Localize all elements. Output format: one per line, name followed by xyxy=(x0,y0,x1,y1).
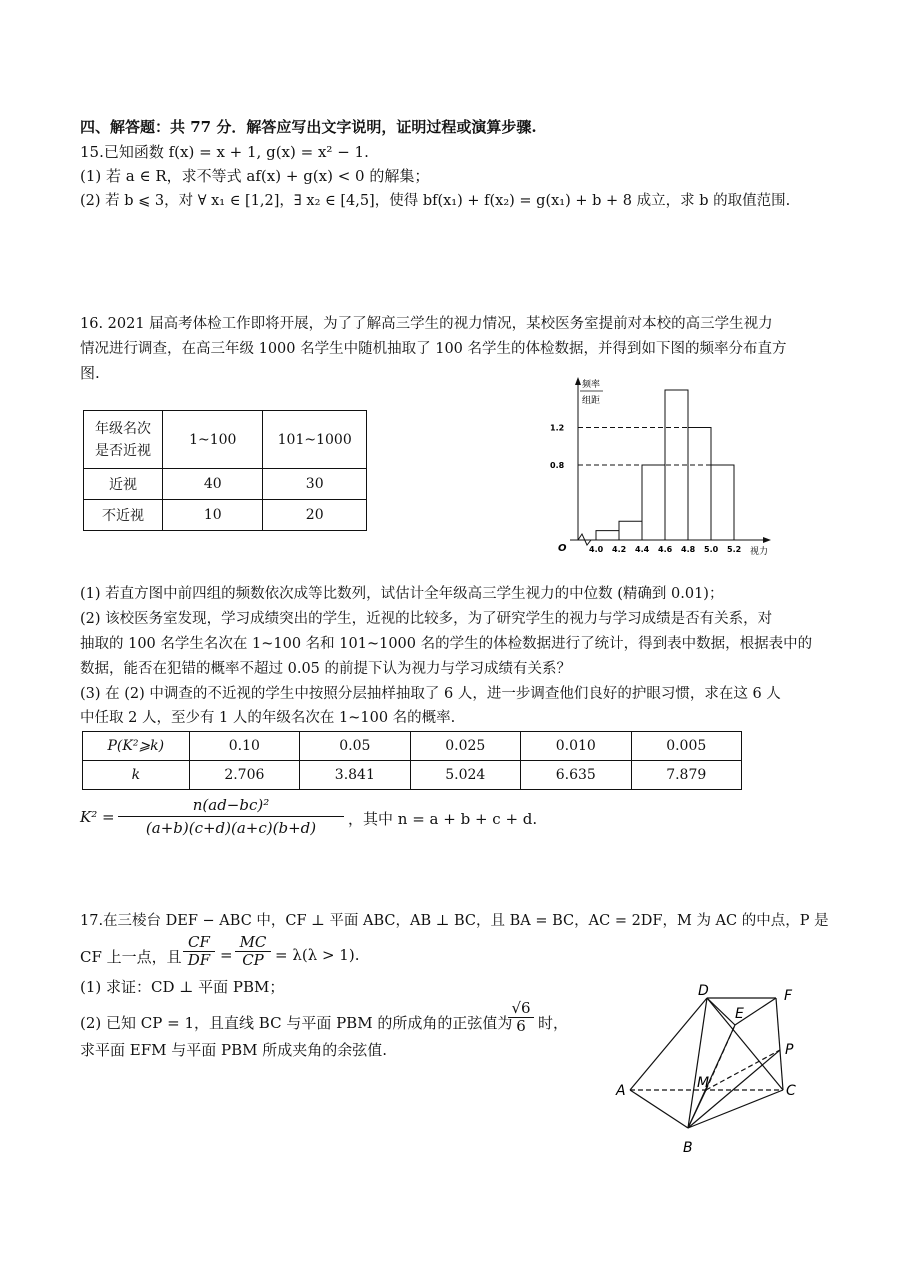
label-D: D xyxy=(698,983,709,999)
q17-frac2 xyxy=(235,934,271,969)
q16-part3-a: (3) 在 (2) 中调查的不近视的学生中按照分层抽样抽取了 6 人，进一步调查他们良好的护眼习惯，求在这 6 人 xyxy=(80,686,781,702)
q17-part2 xyxy=(80,999,569,1044)
k-table-p-3: 0.010 xyxy=(521,732,631,761)
q16-part3-b: 中任取 2 人，至少有 1 人的年级名次在 1~100 名的概率. xyxy=(80,710,456,726)
y-tick-label: 1.2 xyxy=(550,423,565,433)
label-P: P xyxy=(785,1042,794,1058)
histogram-bar xyxy=(688,428,711,541)
k-table-p-4: 0.005 xyxy=(631,732,742,761)
formula-fraction xyxy=(118,796,344,837)
frac2-num: MC xyxy=(239,933,267,951)
q17-frac3 xyxy=(508,1000,534,1035)
x-tick-label: 5.0 xyxy=(704,545,719,554)
frac3-num: √6 xyxy=(511,999,531,1017)
k-table-row2-label: k xyxy=(83,761,190,790)
q16-line3: 图. xyxy=(80,364,100,382)
label-A: A xyxy=(616,1083,626,1099)
histogram-bar xyxy=(711,465,734,540)
q17-line2 xyxy=(80,934,500,976)
x-tick-label: 4.0 xyxy=(589,545,604,554)
q15-part1: (1) 若 a ∈ R，求不等式 af(x) + g(x) < 0 的解集； xyxy=(80,167,430,185)
header-line2: 是否近视 xyxy=(95,442,152,459)
table-header-cell xyxy=(84,411,163,469)
col-101-1000: 101~1000 xyxy=(263,411,367,469)
k-table-k-4: 7.879 xyxy=(631,761,742,790)
formula-tail: ，其中 n = a + b + c + d. xyxy=(348,810,538,828)
col-1-100: 1~100 xyxy=(163,411,263,469)
x-axis-label: 视力 xyxy=(750,547,769,557)
formula-denominator: (a+b)(c+d)(a+c)(b+d) xyxy=(145,819,317,837)
formula-lhs: K² = xyxy=(80,808,115,826)
k-table-p-2: 0.025 xyxy=(410,732,520,761)
q16-line1: 16. 2021 届高考体检工作即将开展，为了了解高三学生的视力情况，某校医务室提前对本校的高三学生视力 xyxy=(80,316,773,332)
q16-line2: 情况进行调查，在高三年级 1000 名学生中随机抽取了 100 名学生的体检数据，并得到如下图的频率分布直方 xyxy=(80,341,787,357)
cell-myopia-2: 30 xyxy=(263,469,367,500)
contingency-table xyxy=(83,410,367,531)
k-table-k-2: 5.024 xyxy=(410,761,520,790)
x-tick-label: 4.6 xyxy=(658,545,673,554)
cell-non-myopia-1: 10 xyxy=(163,500,263,531)
section-heading: 四、解答题：共 77 分．解答应写出文字说明，证明过程或演算步骤. xyxy=(80,118,537,136)
q17-eq: = xyxy=(220,946,233,964)
x-axis-arrow xyxy=(763,537,771,543)
frac1-num: CF xyxy=(188,933,210,951)
critical-value-table xyxy=(82,731,742,790)
q17-part2-c: 求平面 EFM 与平面 PBM 所成夹角的余弦值. xyxy=(80,1041,388,1059)
x-tick-label: 4.4 xyxy=(635,545,650,554)
q15-part2: (2) 若 b ⩽ 3，对 ∀ x₁ ∈ [1,2]，∃ x₂ ∈ [4,5]，使得 bf(x₁) + f(x₂) = g(x₁) + b + 8 成立，求 b 的取值范围. xyxy=(80,193,791,209)
label-C: C xyxy=(786,1083,796,1099)
q17-line2-b: = λ(λ > 1). xyxy=(275,946,360,964)
x-tick-label: 4.2 xyxy=(612,545,627,554)
frac3-den: 6 xyxy=(516,1017,526,1035)
cell-non-myopia-2: 20 xyxy=(263,500,367,531)
q17-frac1 xyxy=(183,934,215,969)
q17-part1: (1) 求证：CD ⊥ 平面 PBM； xyxy=(80,978,285,996)
q16-part2-b: 抽取的 100 名学生名次在 1~100 名和 101~1000 名的学生的体检数据进行了统计，得到表中数据，根据表中的 xyxy=(80,636,813,652)
q16-part2-a: (2) 该校医务室发现，学习成绩突出的学生，近视的比较多，为了研究学生的视力与学习成绩是否有关系，对 xyxy=(80,611,773,627)
k-table-k-0: 2.706 xyxy=(189,761,299,790)
q17-line2-a: CF 上一点，且 xyxy=(80,948,182,966)
label-F: F xyxy=(784,988,793,1004)
y-axis-arrow xyxy=(575,377,581,385)
cell-myopia-1: 40 xyxy=(163,469,263,500)
k-table-p-1: 0.05 xyxy=(300,732,410,761)
q17-part2-b: 时， xyxy=(538,1014,569,1032)
y-tick-label: 0.8 xyxy=(550,461,565,470)
histogram-bar xyxy=(619,521,642,540)
k-table-k-1: 3.841 xyxy=(300,761,410,790)
q17-line1: 17.在三棱台 DEF − ABC 中，CF ⊥ 平面 ABC，AB ⊥ BC，且 BA = BC，AC = 2DF，M 为 AC 的中点，P 是 xyxy=(80,913,829,929)
formula-numerator: n(ad−bc)² xyxy=(192,796,270,814)
label-E: E xyxy=(735,1006,744,1022)
frac1-den: DF xyxy=(187,951,211,969)
frustum-figure xyxy=(610,978,810,1158)
frac2-den: CP xyxy=(242,951,264,969)
q15-line1: 15.已知函数 f(x) = x + 1, g(x) = x² − 1. xyxy=(80,143,369,161)
y-label-top: 频率 xyxy=(582,380,601,390)
k-table-k-3: 6.635 xyxy=(521,761,631,790)
row-label-myopia: 近视 xyxy=(84,469,163,500)
q17-part2-a: (2) 已知 CP = 1，且直线 BC 与平面 PBM 的所成角的正弦值为 xyxy=(80,1014,513,1032)
x-tick-label: 4.8 xyxy=(681,545,696,554)
x-tick-label: 5.2 xyxy=(727,545,742,554)
q16-part2-c: 数据，能否在犯错的概率不超过 0.05 的前提下认为视力与学习成绩有关系？ xyxy=(80,661,572,677)
k-table-p-0: 0.10 xyxy=(189,732,299,761)
label-B: B xyxy=(683,1140,693,1156)
label-M: M xyxy=(697,1075,710,1091)
frequency-histogram xyxy=(550,375,790,560)
row-label-non-myopia: 不近视 xyxy=(84,500,163,531)
histogram-bar xyxy=(596,531,619,540)
q16-part1: (1) 若直方图中前四组的频数依次成等比数列，试估计全年级高三学生视力的中位数 (精确到 0.01)； xyxy=(80,586,724,602)
origin-label: O xyxy=(558,543,567,554)
k-table-row1-label: P(K²⩾k) xyxy=(83,732,190,761)
y-label-bottom: 组距 xyxy=(582,396,601,406)
header-line1: 年级名次 xyxy=(95,420,152,437)
histogram-bar xyxy=(642,465,665,540)
